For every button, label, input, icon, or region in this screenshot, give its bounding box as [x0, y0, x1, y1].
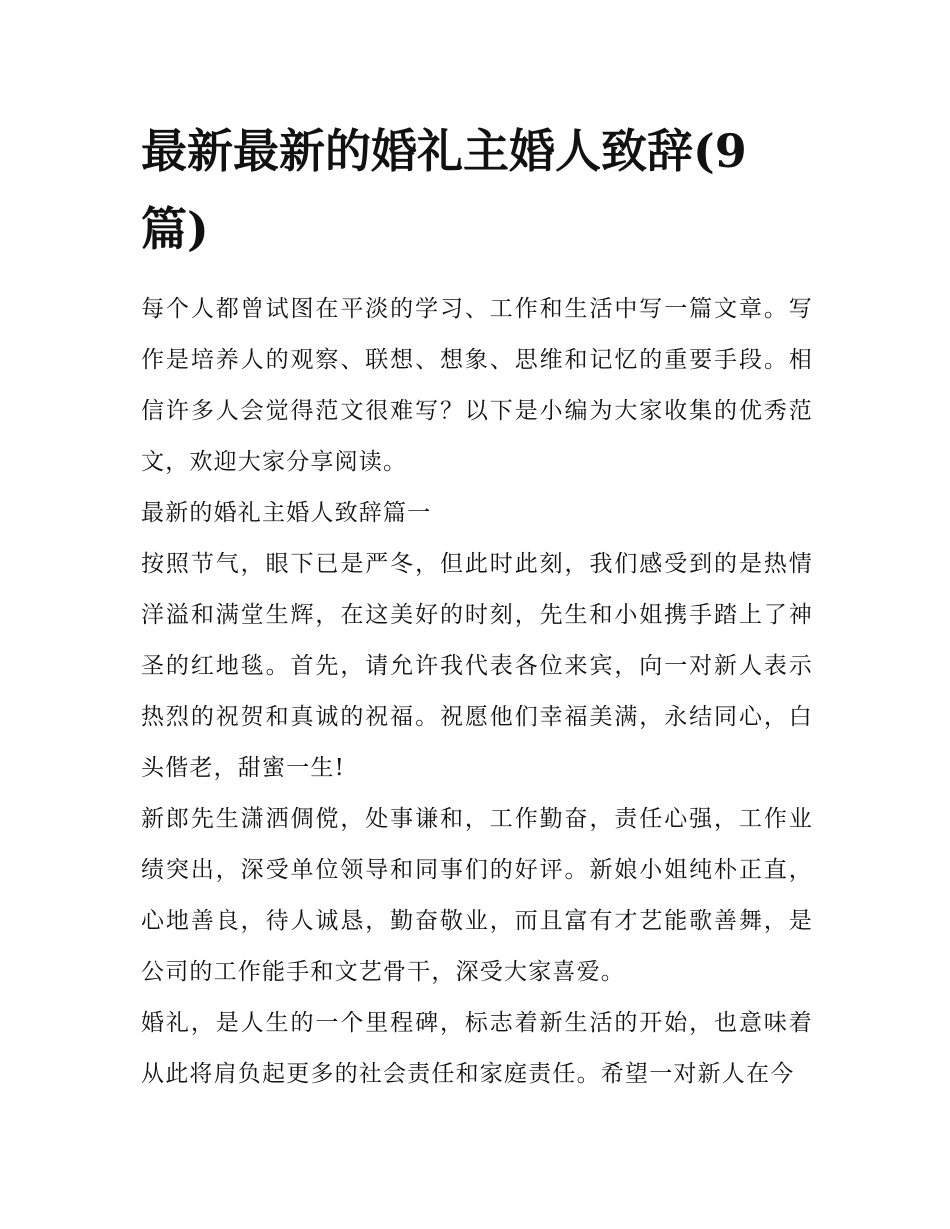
body-paragraph: 婚礼，是人生的一个里程碑，标志着新生活的开始，也意味着从此将肩负起更多的社会责任和家庭责任。希望一对新人在今	[141, 1010, 813, 1087]
document-title: 最新最新的婚礼主婚人致辞(9篇)	[141, 124, 747, 256]
section-heading: 最新的婚礼主婚人致辞篇一	[141, 500, 432, 526]
document-body	[141, 112, 813, 1100]
body-paragraph: 新郎先生潇洒倜傥，处事谦和，工作勤奋，责任心强，工作业绩突出，深受单位领导和同事们的好评。新娘小姐纯朴正直，心地善良，待人诚恳，勤奋敬业，而且富有才艺能歌善舞，是公司的工作能手和文艺骨干，深受大家喜爱。	[141, 806, 813, 985]
body-paragraph: 按照节气，眼下已是严冬，但此时此刻，我们感受到的是热情洋溢和满堂生辉，在这美好的时刻，先生和小姐携手踏上了神圣的红地毯。首先，请允许我代表各位来宾，向一对新人表示热烈的祝贺和真诚的祝福。祝愿他们幸福美满，永结同心，白头偕老，甜蜜一生!	[141, 551, 813, 781]
intro-paragraph: 每个人都曾试图在平淡的学习、工作和生活中写一篇文章。写作是培养人的观察、联想、想象、思维和记忆的重要手段。相信许多人会觉得范文很难写？以下是小编为大家收集的优秀范文，欢迎大家分享阅读。	[141, 296, 813, 475]
